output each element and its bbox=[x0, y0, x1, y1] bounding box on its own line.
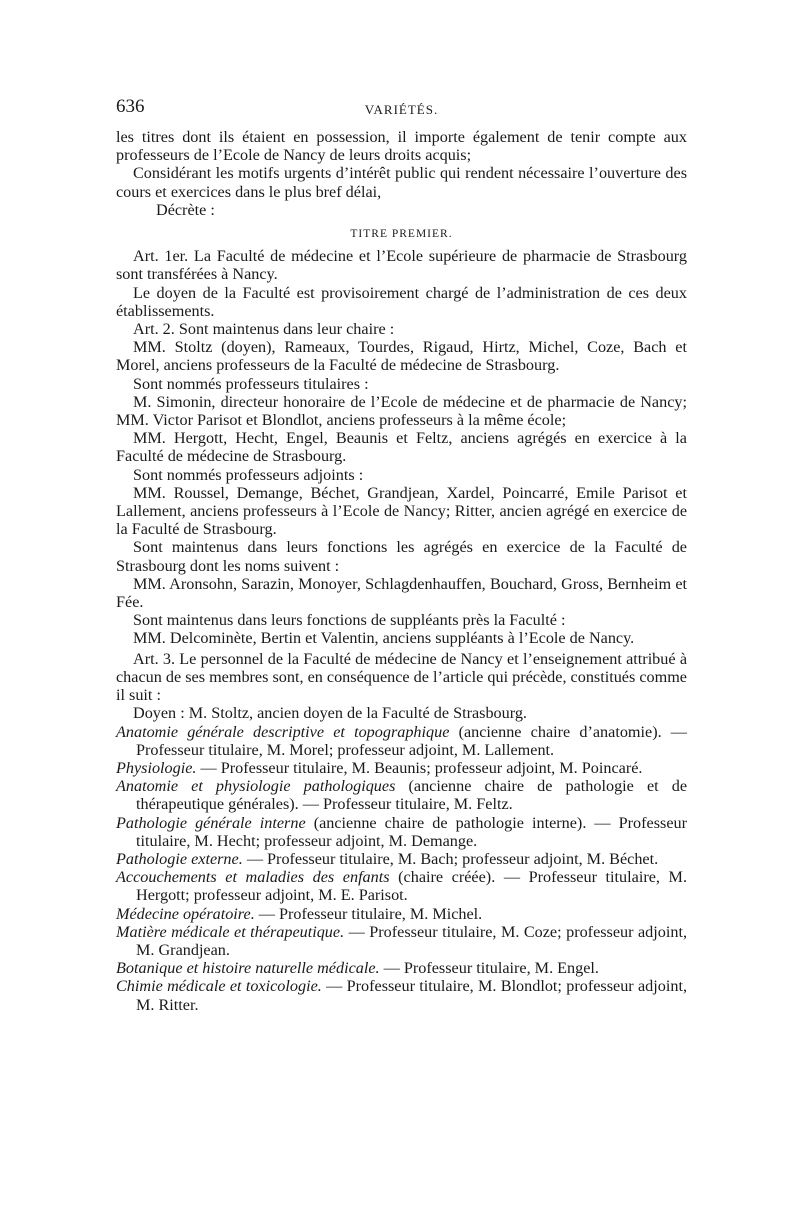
chair-details: — Professeur titulaire, M. Blondlot; professeur adjoint, M. Ritter. bbox=[136, 977, 687, 1014]
article-paragraph: MM. Stoltz (doyen), Rameaux, Tourdes, Rigaud, Hirtz, Michel, Coze, Bach et Morel, anciens professeurs de la Faculté de médecine de Strasbourg. bbox=[116, 338, 687, 375]
article-paragraph: Art. 1er. La Faculté de médecine et l’Ecole supérieure de pharmacie de Strasbourg sont transférées à Nancy. bbox=[116, 247, 687, 284]
chair-details: — Professeur titulaire, M. Engel. bbox=[379, 959, 599, 978]
chair-title: Chimie médicale et toxicologie. bbox=[116, 977, 322, 996]
chair-entry bbox=[116, 777, 687, 813]
article-paragraph: Art. 2. Sont maintenus dans leur chaire : bbox=[133, 320, 395, 339]
chair-title: Accouchements et maladies des enfants bbox=[116, 868, 390, 887]
chair-entry bbox=[116, 759, 687, 777]
chair-details: (ancienne chaire d’anatomie). — Professeur titulaire, M. Morel; professeur adjoint, M. Lallement. bbox=[136, 722, 687, 759]
article-paragraph: MM. Delcominète, Bertin et Valentin, anciens suppléants à l’Ecole de Nancy. bbox=[133, 629, 635, 648]
chair-title: Pathologie générale interne bbox=[116, 813, 306, 832]
decree-line: Décrète : bbox=[156, 200, 215, 219]
article-paragraph: Sont maintenus dans leurs fonctions de suppléants près la Faculté : bbox=[133, 611, 566, 630]
chair-details: (chaire créée). — Professeur titulaire, M. Hergott; professeur adjoint, M. E. Parisot. bbox=[136, 868, 687, 905]
chair-entry bbox=[116, 850, 687, 868]
chair-title: Botanique et histoire naturelle médicale. bbox=[116, 959, 380, 978]
chair-title: Physiologie. bbox=[116, 758, 197, 777]
chair-entry bbox=[116, 959, 687, 977]
chair-entry bbox=[116, 868, 687, 904]
article-paragraph: M. Simonin, directeur honoraire de l’Ecole de médecine et de pharmacie de Nancy; MM. Victor Parisot et Blondlot, anciens professeurs à la même école; bbox=[116, 392, 687, 430]
chair-entry bbox=[116, 923, 687, 959]
article-paragraph: Doyen : M. Stoltz, ancien doyen de la Faculté de Strasbourg. bbox=[133, 704, 527, 723]
article-paragraph: MM. Roussel, Demange, Béchet, Grandjean, Xardel, Poincarré, Emile Parisot et Lallement, anciens professeurs à l’Ecole de Nancy; Ritter, ancien agrégé en exercice de la Faculté de Strasbourg. bbox=[116, 483, 687, 539]
chair-title: Médecine opératoire. bbox=[116, 904, 255, 923]
paragraph: Considérant les motifs urgents d’intérêt public qui rendent nécessaire l’ouverture des cours et exercices dans le plus bref délai, bbox=[116, 164, 687, 201]
article-paragraph: Le doyen de la Faculté est provisoirement chargé de l’administration de ces deux établissements. bbox=[116, 283, 687, 320]
chair-details: — Professeur titulaire, M. Beaunis; professeur adjoint, M. Poincaré. bbox=[196, 758, 643, 777]
chair-entry bbox=[116, 814, 687, 850]
page-number: 636 bbox=[116, 96, 145, 117]
chair-entry bbox=[116, 977, 687, 1013]
chair-title: Anatomie générale descriptive et topographique bbox=[116, 722, 450, 741]
chair-details: — Professeur titulaire, M. Coze; professeur adjoint, M. Grandjean. bbox=[136, 922, 687, 959]
section-title: TITRE PREMIER. bbox=[350, 228, 453, 241]
article-paragraph: Sont nommés professeurs adjoints : bbox=[133, 465, 364, 484]
chair-title: Matière médicale et thérapeutique. bbox=[116, 922, 345, 941]
article-paragraph: MM. Hergott, Hecht, Engel, Beaunis et Feltz, anciens agrégés en exercice à la Faculté de médecine de Strasbourg. bbox=[116, 429, 687, 466]
chair-title: Anatomie et physiologie pathologiques bbox=[116, 777, 396, 796]
article-paragraph: Sont nommés professeurs titulaires : bbox=[133, 374, 369, 393]
chair-details: (ancienne chaire de pathologie et de thérapeutique générales). — Professeur titulaire, M. Feltz. bbox=[136, 777, 688, 814]
chair-entry bbox=[116, 723, 687, 759]
running-title: VARIÉTÉS. bbox=[364, 102, 439, 117]
article-paragraph: MM. Aronsohn, Sarazin, Monoyer, Schlagdenhauffen, Bouchard, Gross, Bernheim et Fée. bbox=[116, 574, 687, 612]
chair-details: — Professeur titulaire, M. Bach; professeur adjoint, M. Béchet. bbox=[242, 849, 659, 868]
chair-details: — Professeur titulaire, M. Michel. bbox=[254, 904, 483, 923]
chair-details: (ancienne chaire de pathologie interne). — Professeur titulaire, M. Hecht; professeur adjoint, M. Demange. bbox=[136, 813, 687, 850]
paragraph: les titres dont ils étaient en possession, il importe également de tenir compte aux professeurs de l’Ecole de Nancy de leurs droits acquis; bbox=[116, 128, 687, 165]
article-paragraph: Sont maintenus dans leurs fonctions les agrégés en exercice de la Faculté de Strasbourg dont les noms suivent : bbox=[116, 538, 687, 575]
chair-title: Pathologie externe. bbox=[116, 849, 243, 868]
running-header bbox=[116, 98, 687, 128]
chair-entry bbox=[116, 905, 687, 923]
article-paragraph: Art. 3. Le personnel de la Faculté de médecine de Nancy et l’enseignement attribué à chacun de ses membres sont, en conséquence de l’article qui précède, constitués comme il suit : bbox=[116, 649, 687, 705]
